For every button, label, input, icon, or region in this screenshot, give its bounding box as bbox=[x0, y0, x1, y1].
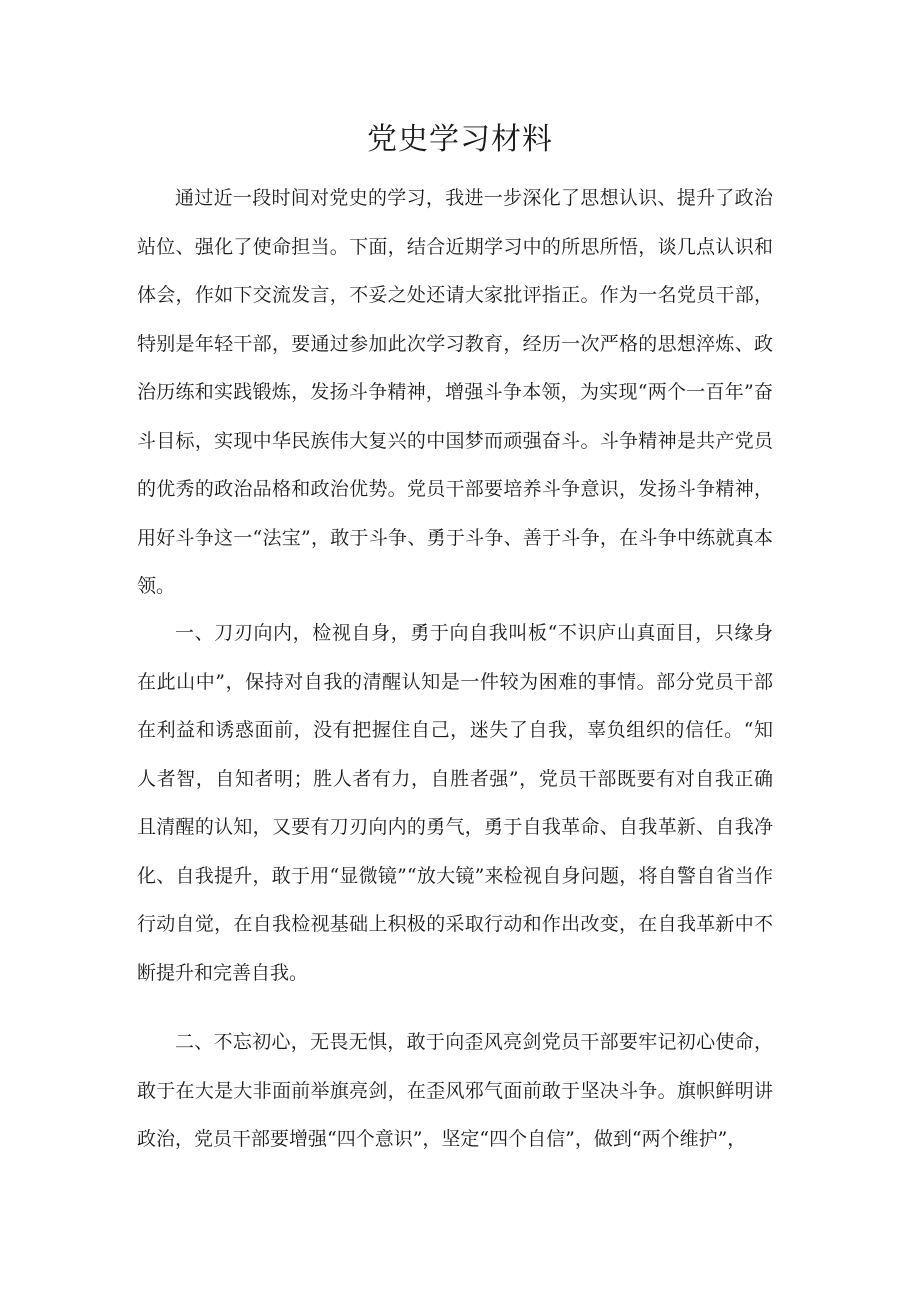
paragraph-intro: 通过近一段时间对党史的学习，我进一步深化了思想认识、提升了政治站位、强化了使命担当。下面，结合近期学习中的所思所悟，谈几点认识和体会，作如下交流发言，不妥之处还请大家批评指正。作为一名党员干部，特别是年轻干部，要通过参加此次学习教育，经历一次严格的思想淬炼、政治历练和实践锻炼，发扬斗争精神，增强斗争本领，为实现“两个一百年”奋斗目标，实现中华民族伟大复兴的中国梦而顽强奋斗。斗争精神是共产党员的优秀的政治品格和政治优势。党员干部要培养斗争意识，发扬斗争精神，用好斗争这一“法宝”，敢于斗争、勇于斗争、善于斗争，在斗争中练就真本领。 bbox=[137, 187, 773, 597]
document-title: 党史学习材料 bbox=[367, 122, 553, 157]
paragraph-section-one: 一、刀刃向内，检视自身，勇于向自我叫板“不识庐山真面目，只缘身在此山中”，保持对自我的清醒认知是一件较为困难的事情。部分党员干部在利益和诱惑面前，没有把握住自己，迷失了自我，辜负组织的信任。“知人者智，自知者明；胜人者有力，自胜者强”，党员干部既要有对自我正确且清醒的认知，又要有刀刃向内的勇气，勇于自我革命、自我革新、自我净化、自我提升，敢于用“显微镜”“放大镜”来检视自身问题，将自警自省当作行动自觉，在自我检视基础上积极的采取行动和作出改变，在自我革新中不断提升和完善自我。 bbox=[137, 622, 773, 984]
paragraph-section-two: 二、不忘初心，无畏无惧，敢于向歪风亮剑党员干部要牢记初心使命，敢于在大是大非面前举旗亮剑，在歪风邪气面前敢于坚决斗争。旗帜鲜明讲政治，党员干部要增强“四个意识”，坚定“四个自信”，做到“两个维护”， bbox=[137, 1031, 773, 1150]
